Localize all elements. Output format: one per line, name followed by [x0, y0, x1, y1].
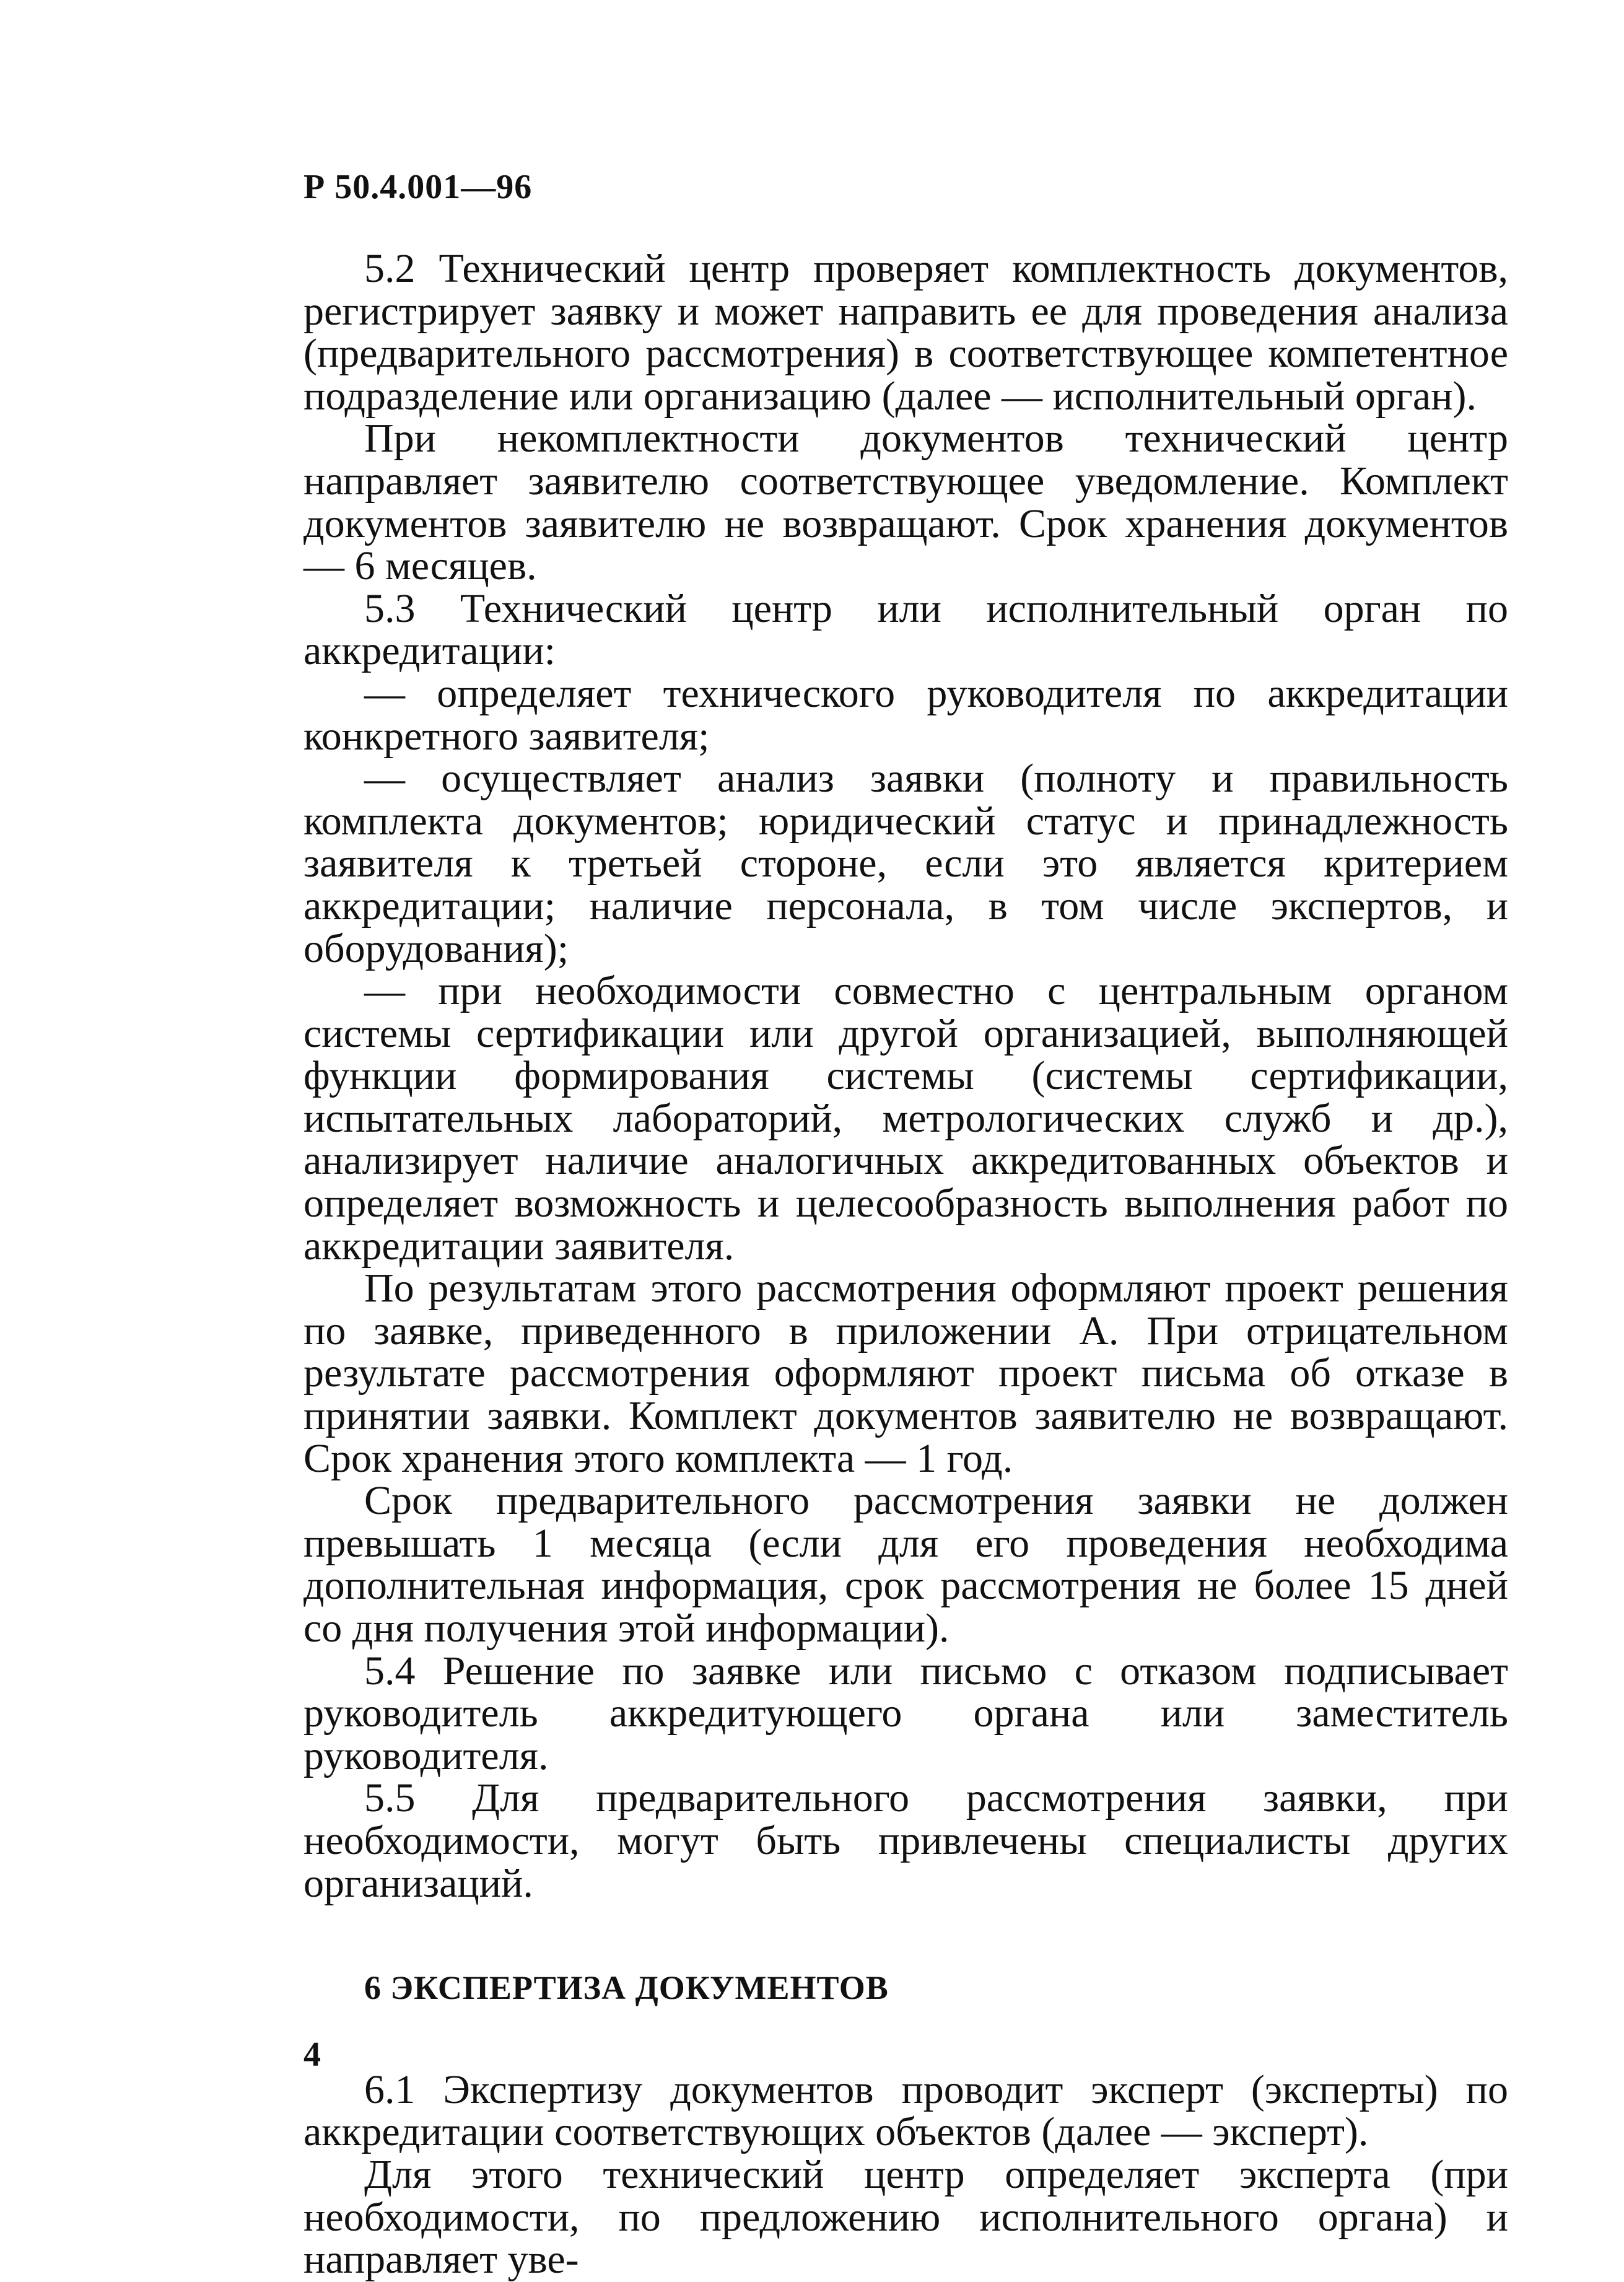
paragraph-review-term: Срок предварительного рассмотрения заявки не должен превышать 1 месяца (если для его проведения необходима дополнительная информация, срок рассмотрения не более 15 дней со дня получения этой информации).: [303, 1478, 1508, 1651]
list-item-application-analysis: — осуществляет анализ заявки (полноту и правильность комплекта документов; юридический статус и принадлежность заявителя к третьей стороне, если это является критерием аккредитации; наличие персонала, в том числе экспертов, и оборудования);: [303, 756, 1508, 971]
paragraph-5-5: 5.5 Для предварительного рассмотрения заявки, при необходимости, могут быть привлечены специалисты других организаций.: [303, 1775, 1508, 1906]
list-item-joint-analysis: — при необходимости совместно с центральным органом системы сертификации или другой организацией, выполняющей функции формирования системы (системы сертификации, испытательных лабораторий, метрологических служб и др.), анализирует наличие аналогичных аккредитованных объектов и определяет возможность и целесообразность выполнения работ по аккредитации заявителя.: [303, 968, 1508, 1269]
paragraph-5-2: 5.2 Технический центр проверяет комплектность документов, регистрирует заявку и может направить ее для проведения анализа (предварительного рассмотрения) в соответствующее компетентное подразделение или организацию (далее — исполнительный орган).: [303, 246, 1508, 419]
paragraph-expert-assignment: Для этого технический центр определяет эксперта (при необходимости, по предложению исполнительного органа) и направляет уве-: [303, 2151, 1508, 2282]
list-item-tech-lead: — определяет технического руководителя по аккредитации конкретного заявителя;: [303, 670, 1508, 759]
paragraph-5-3: 5.3 Технический центр или исполнительный орган по аккредитации:: [303, 585, 1508, 674]
document-code: Р 50.4.001—96: [303, 168, 533, 206]
paragraph-6-1: 6.1 Экспертизу документов проводит эксперт (эксперты) по аккредитации соответствующих объектов (далее — эксперт).: [303, 2066, 1508, 2155]
page-number: 4: [303, 2035, 321, 2074]
section-title: 6 ЭКСПЕРТИЗА ДОКУМЕНТОВ: [364, 1969, 889, 2007]
paragraph-review-results: По результатам этого рассмотрения оформляют проект решения по заявке, приведенного в приложении А. При отрицательном результате рассмотрения оформляют проект письма об отказе в принятии заявки. Комплект документов заявителю не возвращают. Срок хранения этого комплекта — 1 год.: [303, 1266, 1508, 1481]
document-body: [303, 248, 1508, 2281]
paragraph-incomplete-docs: При некомплектности документов технический центр направляет заявителю соответствующее уведомление. Комплект документов заявителю не возвращают. Срок хранения документов — 6 месяцев.: [303, 416, 1508, 589]
paragraph-5-4: 5.4 Решение по заявке или письмо с отказом подписывает руководитель аккредитующего органа или заместитель руководителя.: [303, 1648, 1508, 1778]
